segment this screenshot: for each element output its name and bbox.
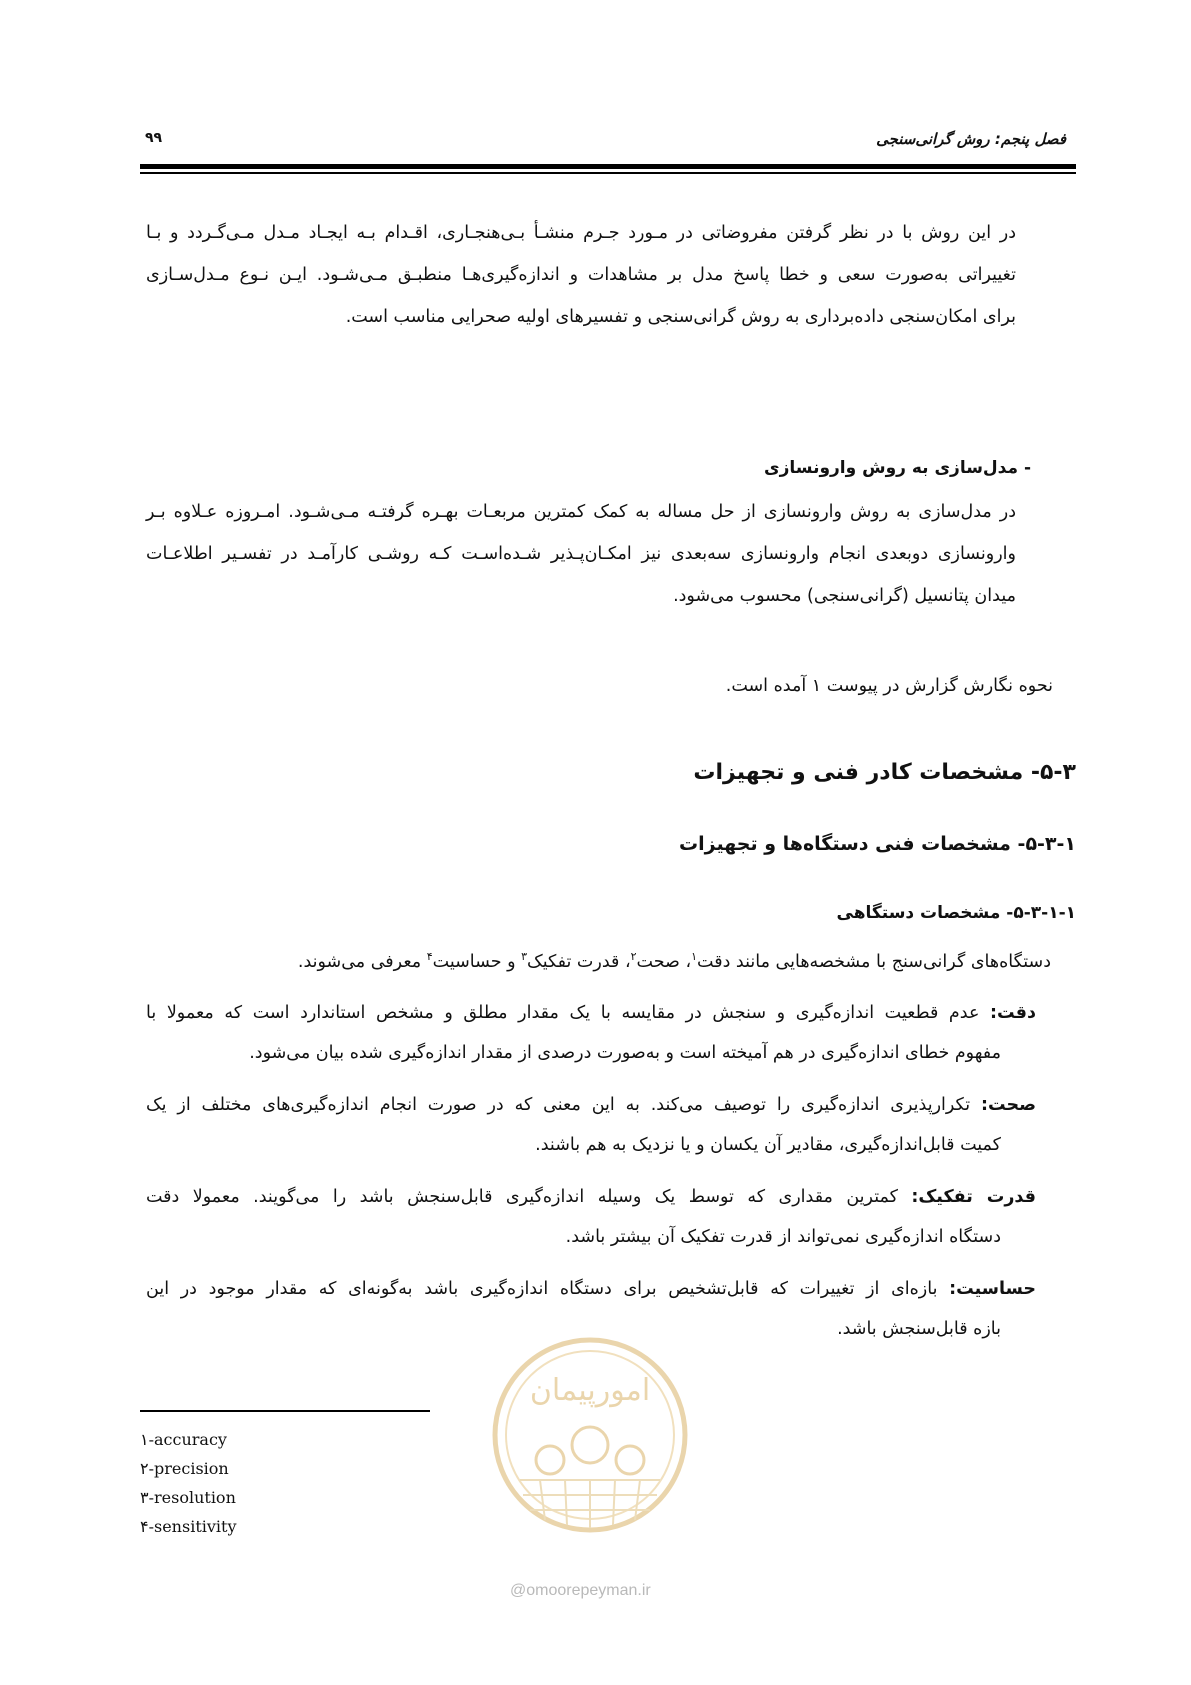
definition-term: دقت: — [990, 1003, 1036, 1023]
intro-paragraph — [146, 212, 1016, 338]
watermark-logo-text: امورپیمان — [529, 1373, 651, 1408]
definition-continuation: کمیت قابل‌اندازه‌گیری، مقادیر آن یکسان و یا نزدیک به هم باشند. — [535, 1135, 1001, 1155]
devices-intro-part4: و حساسیت — [432, 951, 522, 972]
definition-continuation: دستگاه اندازه‌گیری نمی‌تواند از قدرت تفکیک آن بیشتر باشد. — [565, 1227, 1001, 1247]
footnote-2: ۲-precision — [140, 1459, 229, 1478]
definition-term: حساسیت: — [949, 1279, 1036, 1299]
definition-term: قدرت تفکیک: — [911, 1187, 1036, 1207]
footnote-4: ۴-sensitivity — [140, 1517, 237, 1536]
devices-intro-part5: معرفی می‌شوند. — [297, 951, 427, 972]
footnote-1: ۱-accuracy — [140, 1430, 227, 1449]
definition-accuracy — [146, 993, 1036, 1073]
watermark-logo — [485, 1330, 695, 1560]
inversion-paragraph — [146, 491, 1016, 617]
definition-text: بازه‌ای از تغییرات که قابل‌تشخیص برای دستگاه اندازه‌گیری باشد به‌گونه‌ای که مقدار موجود در این — [146, 1279, 950, 1299]
definition-continuation: مفهوم خطای اندازه‌گیری در هم آمیخته است و به‌صورت درصدی از مقدار اندازه‌گیری شده بیان می‌شود. — [249, 1043, 1001, 1063]
intro-line-1: در این روش با در نظر گرفتن مفروضاتی در مـورد جـرم منشـأ بـی‌هنجـاری، اقـدام بـه ایجـاد مـدل مـی‌گـردد و بـا — [146, 223, 1016, 243]
definition-text: کمترین مقداری که توسط یک وسیله اندازه‌گیری قابل‌سنجش باشد را می‌گویند. معمولا دقت — [146, 1187, 912, 1207]
devices-intro-part2: ، صحت — [636, 951, 692, 972]
devices-intro-part1: دستگاه‌های گرانی‌سنج با مشخصه‌هایی مانند دقت — [697, 951, 1051, 972]
footnote-ref-4: ۴ — [426, 950, 433, 963]
devices-intro-part3: ، قدرت تفکیک — [527, 951, 631, 972]
section-heading: ۵-۳- مشخصات کادر فنی و تجهیزات — [693, 760, 1076, 785]
intro-line-3: برای امکان‌سنجی داده‌برداری به روش گرانی‌سنجی و تفسیرهای اولیه صحرایی مناسب است. — [345, 307, 1016, 327]
header-rule-thin — [140, 172, 1076, 174]
intro-line-2: تغییراتی به‌صورت سعی و خطا پاسخ مدل بر مشاهدات و اندازه‌گیری‌هـا منطبـق مـی‌شـود. ایـن نـوع مـدل‌سـازی — [146, 265, 1016, 285]
footnote-ref-1: ۱ — [691, 950, 698, 963]
definition-term: صحت: — [980, 1095, 1036, 1115]
watermark-url: @omoorepeyman.ir — [510, 1582, 651, 1599]
footnote-rule — [140, 1410, 430, 1412]
page-number: ۹۹ — [145, 130, 163, 146]
inversion-heading: - مدل‌سازی به روش وارونسازی — [764, 458, 1031, 478]
report-note: نحوه نگارش گزارش در پیوست ۱ آمده است. — [725, 676, 1053, 696]
definition-resolution — [146, 1177, 1036, 1257]
definition-continuation: بازه قابل‌سنجش باشد. — [837, 1319, 1001, 1339]
footnote-3: ۳-resolution — [140, 1488, 236, 1507]
inversion-line-2: وارونسازی دوبعدی انجام وارونسازی سه‌بعدی نیز امکـان‌پـذیر شـده‌اسـت کـه روشـی کارآمـد در تفسـیر اطلاعـات — [146, 544, 1016, 564]
footnote-ref-3: ۳ — [521, 950, 528, 963]
subsection-heading: ۵-۳-۱- مشخصات فنی دستگاه‌ها و تجهیزات — [679, 833, 1076, 855]
footnote-ref-2: ۲ — [630, 950, 637, 963]
definition-precision — [146, 1085, 1036, 1165]
subsubsection-heading: ۵-۳-۱-۱- مشخصات دستگاهی — [836, 903, 1076, 923]
inversion-line-3: میدان پتانسیل (گرانی‌سنجی) محسوب می‌شود. — [673, 586, 1016, 606]
inversion-line-1: در مدل‌سازی به روش وارونسازی از حل مساله به کمک کمترین مربعـات بهـره گرفتـه مـی‌شـود. امـروزه عـلاوه بـر — [146, 502, 1016, 522]
header-rule-thick — [140, 164, 1076, 169]
chapter-title: فصل پنجم: روش گرانی‌سنجی — [876, 130, 1066, 148]
definition-text: عدم قطعیت اندازه‌گیری و سنجش در مقایسه با یک مقدار مطلق و مشخص استاندارد است که معمولا با — [146, 1003, 991, 1023]
definition-text: تکرارپذیری اندازه‌گیری را توصیف می‌کند. به این معنی که در صورت انجام اندازه‌گیری‌های مختلف از یک — [146, 1095, 981, 1115]
devices-intro — [298, 950, 1051, 972]
